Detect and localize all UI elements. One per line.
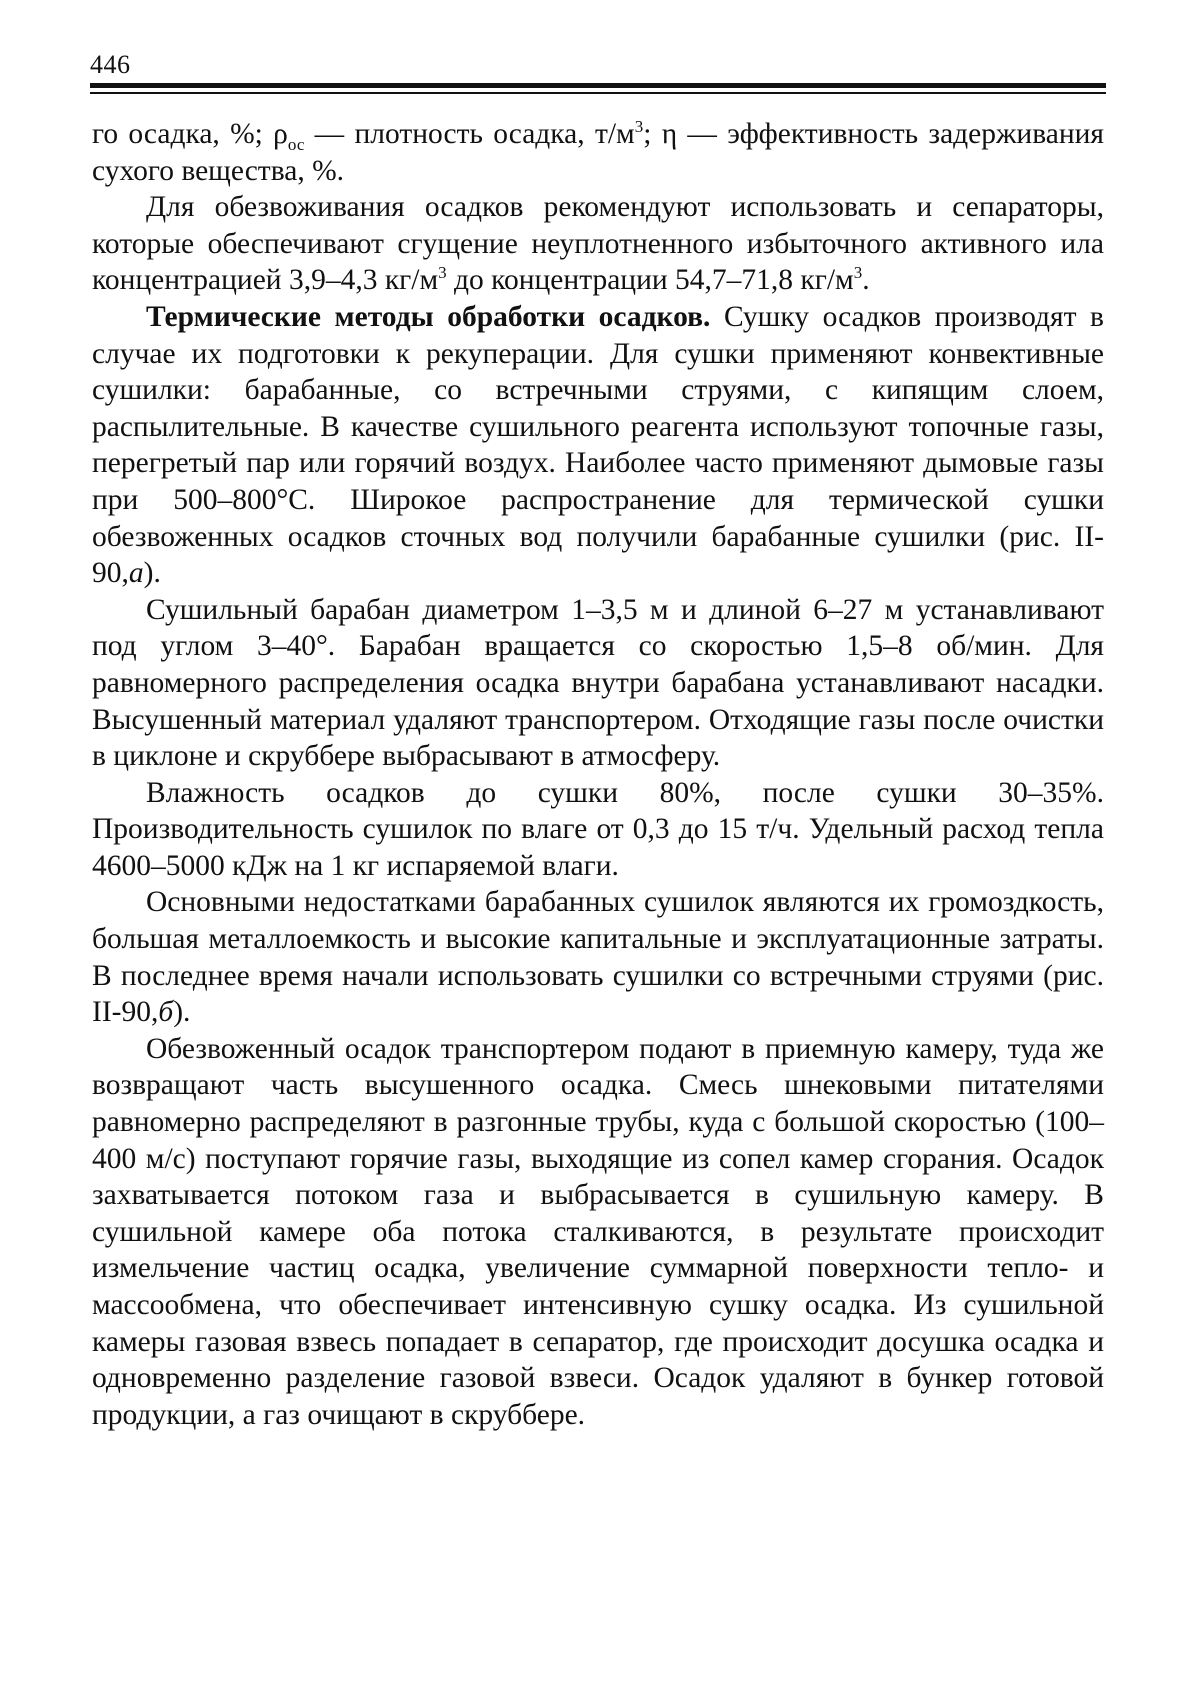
text-run: Сушку осадков производят в случае их подготовки к рекуперации. Для сушки применяют конвективные сушилки: барабанные, со встречными струями, с кипящим слоем, распылительные. В качестве сушильного реагента используют топочные газы, перегретый пар или горячий воздух. Наиболее часто применяют дымовые газы при 500–800°С. Широкое распространение для термической сушки обезвоженных осадков сточных вод получили барабанные сушилки (рис. II-90, <box>92 300 1104 590</box>
paragraph-continuation <box>92 116 1104 189</box>
text-run: го осадка, %; ρ <box>92 118 288 150</box>
superscript: 3 <box>634 117 644 137</box>
superscript: 3 <box>438 263 447 283</box>
text-run: Для обезвоживания осадков рекомендуют использовать и сепараторы, которые обеспечивают сгущение неуплотненного избыточного активного ила концентрацией 3,9–4,3 кг/м <box>92 191 1104 297</box>
body-text <box>92 116 1104 1433</box>
text-run: ; η — эффективность задерживания сухого вещества, %. <box>92 118 1104 187</box>
subscript: ос <box>287 134 305 154</box>
paragraph-separators <box>92 189 1104 299</box>
figure-ref-letter: б <box>158 996 174 1029</box>
section-heading: Термические методы обработки осадков. <box>146 300 711 333</box>
paragraph-counter-jet-process: Обезвоженный осадок транспортером подают в приемную камеру, туда же возвращают часть высушенного осадка. Смесь шнековыми питателями равномерно распределяют в разгонные трубы, куда с большой скоростью (100–400 м/с) поступают горячие газы, выходящие из сопел камер сгорания. Осадок захватывается потоком газа и выбрасывается в сушильную камеру. В сушильной камере оба потока сталкиваются, в результате происходит измельчение частиц осадка, увеличение суммарной поверхности тепло- и массообмена, что обеспечивает интенсивную сушку осадка. Из сушильной камеры газовая взвесь попадает в сепаратор, где происходит досушка осадка и одновременно разделение газовой взвеси. Осадок удаляют в бункер готовой продукции, а газ очищают в скруббере. <box>92 1032 1104 1431</box>
text-run: — плотность осадка, т/м <box>304 118 635 150</box>
paragraph-moisture: Влажность осадков до сушки 80%, после сушки 30–35%. Производительность сушилок по влаге от 0,3 до 15 т/ч. Удельный расход тепла 4600–5000 кДж на 1 кг испаряемой влаги. <box>92 776 1104 882</box>
text-run: до концентрации 54,7–71,8 кг/м <box>446 264 854 297</box>
figure-ref-letter: а <box>128 557 144 590</box>
text-run: ). <box>143 557 161 590</box>
text-run: Основными недостатками барабанных сушилок являются их громоздкость, большая металлоемкость и высокие капитальные и эксплуатационные затраты. В последнее время начали использовать сушилки со встречными струями (рис. II-90, <box>92 886 1104 1029</box>
text-run: . <box>862 264 870 297</box>
text-run: ). <box>173 996 191 1029</box>
paragraph-thermal-methods <box>92 299 1104 592</box>
page-number: 446 <box>90 50 131 79</box>
paragraph-drum-dryer: Сушильный барабан диаметром 1–3,5 м и длиной 6–27 м устанавливают под углом 3–40°. Барабан вращается со скоростью 1,5–8 об/мин. Для равномерного распределения осадка внутри барабана устанавливают насадки. Высушенный материал удаляют транспортером. Отходящие газы после очистки в циклоне и скруббере выбрасывают в атмосферу. <box>92 593 1104 773</box>
header-rule-thin <box>90 92 1106 94</box>
paragraph-disadvantages <box>92 884 1104 1030</box>
superscript: 3 <box>853 263 863 283</box>
header-rule-thick <box>90 83 1106 88</box>
